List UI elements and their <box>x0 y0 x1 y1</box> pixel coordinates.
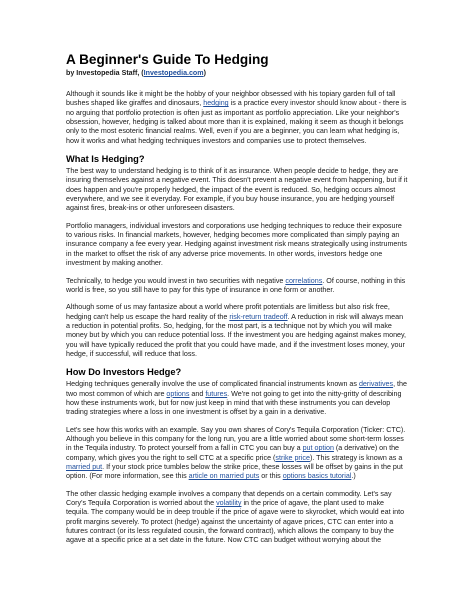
section-heading-how-do-investors-hedge: How Do Investors Hedge? <box>66 367 182 378</box>
byline <box>66 69 408 78</box>
section2-paragraph-1 <box>66 380 408 417</box>
married-put-link[interactable]: married put <box>66 463 103 471</box>
s1p4-text-1: Although some of us may fantasize about a world where profit potentials are limitless but also risk free, hedging can't help us escape the hard reality of the <box>66 303 390 321</box>
byline-suffix: ) <box>203 69 206 77</box>
intro-text-2: is a practice every investor should know about - there is no arguing that portfolio protection is often just as important as portfolio appreciation. Like your neighbor's obsession, however, hedging is talked about more than it is explained, making it seem as though it belongs only to the most esoteric financial realms. Well, even if you are a beginner, you can learn what hedging is, how it works and what hedging techniques investors and companies use to protect themselves. <box>66 99 407 145</box>
s2p2-text-6: .) <box>351 472 356 481</box>
section1-paragraph-1: The best way to understand hedging is to think of it as insurance. When people decide to hedge, they are insuring themselves against a negative event. This doesn't prevent a negative event from happening, but if it does happen and you're properly hedged, the impact of the event is reduced. So, hedging occurs almost everywhere, and we see it everyday. For example, if you buy house insurance, you are hedging yourself against fires, break-ins or other unforeseen disasters. <box>66 167 408 213</box>
risk-return-tradeoff-link[interactable]: risk-return tradeoff <box>229 312 288 321</box>
section1-paragraph-2: Portfolio managers, individual investors and corporations use hedging techniques to reduce their exposure to various risks. In financial markets, however, hedging becomes more complicated than simply paying an insurance company a fee every year. Hedging against investment risk means strategically using instruments in the market to offset the risk of any adverse price movements. In other words, investors hedge one investment by making another. <box>66 221 407 268</box>
section2-paragraph-2 <box>66 426 408 482</box>
s2p3-text-2: in the price of agave, the plant used to make tequila. The company would be in deep trouble if the price of agave were to skyrocket, which would eat into profit margins severely. To protect (hedge) against the uncertainty of agave prices, CTC can enter into a futures contract (or its less regulated cousin, the forward contract), which allows the company to buy the agave at a specific price at a set date in the future. Now CTC can budget without worrying about the <box>66 499 405 545</box>
volatility-link[interactable]: volatility <box>216 499 242 508</box>
s2p1-text-2: , the two most common of which are <box>66 380 407 398</box>
married-puts-article-link[interactable]: article on married puts <box>188 472 260 481</box>
options-basics-tutorial-link[interactable]: options basics tutorial <box>282 472 352 481</box>
derivatives-link[interactable]: derivatives <box>358 380 394 389</box>
s2p2-text-2: (a derivative) on the company, which gives you the right to sell CTC at a specific price ( <box>66 444 400 462</box>
s2p2-text-4: . If your stock price tumbles below the strike price, these losses will be offset by gains in the put option. (For more information, see this <box>66 463 403 481</box>
s2p2-text-3: ). This strategy is known as a <box>309 453 403 462</box>
hedging-link[interactable]: hedging <box>203 99 229 108</box>
section-heading-what-is-hedging: What Is Hedging? <box>66 154 145 165</box>
put-option-link[interactable]: put option <box>302 444 334 453</box>
byline-link[interactable]: Investopedia.com <box>143 69 204 77</box>
correlations-link[interactable]: correlations <box>285 276 323 285</box>
s2p1-text-3: and <box>189 389 206 398</box>
section2-paragraph-3 <box>66 490 408 546</box>
intro-paragraph <box>66 90 408 146</box>
section1-paragraph-4 <box>66 303 408 359</box>
s2p2-text-1: Let's see how this works with an example. Say you own shares of Cory's Tequila Corporation (Ticker: CTC). Although you believe in this company for the long run, you are a little worried about some short-term losses in the Tequila industry. To protect yourself from a fall in CTC you can buy a <box>66 425 406 453</box>
futures-link[interactable]: futures <box>205 389 228 398</box>
intro-text-1: Although it sounds like it might be the hobby of your neighbor obsessed with his topiary garden full of tall bushes shaped like giraffes and dinosaurs, <box>66 90 396 108</box>
byline-prefix: by Investopedia Staff, ( <box>66 69 144 77</box>
s2p1-text-1: Hedging techniques generally involve the use of complicated financial instruments known as <box>66 380 359 389</box>
s1p3-text-2: . Of course, nothing in this world is free, so you still have to pay for this type of insurance in one form or another. <box>66 276 406 294</box>
s1p4-text-2: . A reduction in risk will always mean a reduction in potential profits. So, hedging, for the most part, is a technique not by which you will make money but by which you can reduce potential loss. If the investment you are hedging against makes money, you will have typically reduced the profit that you could have made, and if the investment loses money, your hedge, if successful, will reduce that loss. <box>66 312 407 358</box>
s2p3-text-1: The other classic hedging example involves a company that depends on a certain commodity. Let's say Cory's Tequila Corporation is worried about the <box>66 489 392 508</box>
s2p1-text-4: . We're not going to get into the nitty-gritty of describing how these instruments work, but for now just keep in mind that with these instruments you can develop trading strategies where a loss in one investment is offset by a gain in a derivative. <box>66 389 402 417</box>
strike-price-link[interactable]: strike price <box>275 453 310 462</box>
page-title: A Beginner's Guide To Hedging <box>66 52 269 67</box>
s1p3-text-1: Technically, to hedge you would invest in two securities with negative <box>66 276 286 285</box>
options-link[interactable]: options <box>166 389 190 398</box>
section1-paragraph-3 <box>66 277 408 296</box>
s2p2-text-5: or this <box>259 472 283 481</box>
